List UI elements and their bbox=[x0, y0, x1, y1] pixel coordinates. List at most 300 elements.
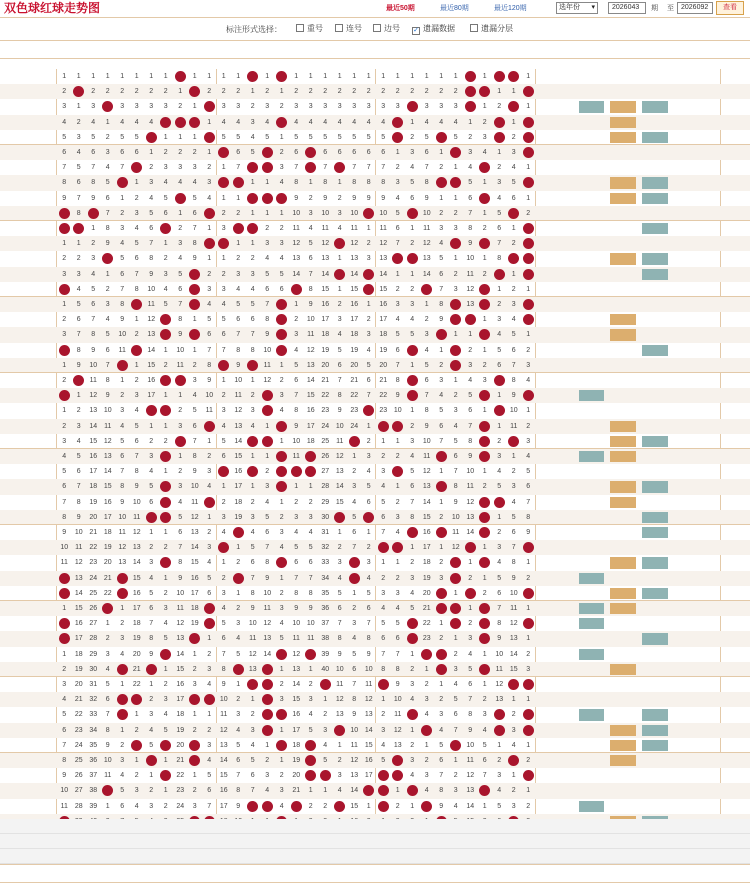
analysis-cell-r bbox=[671, 99, 696, 114]
miss-cell: 6 bbox=[134, 437, 139, 445]
analysis-cell-o bbox=[610, 421, 636, 432]
miss-cell: 14 bbox=[466, 802, 475, 810]
analysis-cell-k bbox=[529, 586, 551, 601]
miss-cell: 1 bbox=[294, 301, 299, 308]
miss-cell: 15 bbox=[89, 437, 98, 445]
miss-cell: 3 bbox=[178, 422, 183, 430]
miss-cell: 1 bbox=[62, 650, 67, 658]
analysis-cell-l bbox=[696, 388, 721, 403]
miss-cell: 1 bbox=[439, 194, 444, 202]
miss-cell: 9 bbox=[62, 194, 67, 202]
red-ball bbox=[334, 238, 345, 249]
week-cell bbox=[36, 221, 56, 236]
red-ball bbox=[131, 299, 142, 310]
analysis-cell-a bbox=[551, 327, 576, 342]
miss-cell: 4 bbox=[192, 179, 197, 187]
analysis-cell-s bbox=[503, 419, 529, 434]
miss-cell: 14 bbox=[234, 437, 243, 445]
analysis-cell-k bbox=[529, 282, 551, 297]
table-row bbox=[0, 464, 750, 479]
miss-cell: 5 bbox=[381, 498, 386, 506]
analysis-cell-a bbox=[551, 601, 576, 616]
miss-cell: 4 bbox=[76, 149, 81, 156]
week-cell bbox=[36, 510, 56, 525]
miss-cell: 1 bbox=[439, 149, 444, 156]
miss-cell: 7 bbox=[62, 741, 67, 749]
miss-cell: 5 bbox=[250, 149, 255, 156]
miss-cell: 1 bbox=[207, 149, 212, 156]
red-ball bbox=[450, 345, 461, 356]
miss-cell: 1 bbox=[511, 453, 516, 460]
miss-cell: 2 bbox=[134, 377, 139, 384]
miss-cell: 1 bbox=[120, 681, 125, 688]
miss-cell: 3 bbox=[163, 103, 168, 111]
analysis-cell-q bbox=[576, 191, 607, 206]
miss-cell: 2 bbox=[308, 802, 313, 810]
query-button[interactable]: 查看 bbox=[716, 1, 744, 15]
red-ball bbox=[262, 725, 273, 736]
miss-cell: 7 bbox=[395, 240, 400, 248]
miss-cell: 3 bbox=[207, 741, 212, 749]
miss-cell: 1 bbox=[410, 726, 415, 734]
miss-cell: 11 bbox=[249, 635, 257, 643]
miss-cell: 7 bbox=[424, 164, 429, 172]
red-ball bbox=[450, 360, 461, 371]
analysis-cell-k bbox=[529, 221, 551, 236]
miss-cell: 1 bbox=[526, 285, 531, 293]
miss-cell: 7 bbox=[120, 285, 125, 293]
miss-cell: 4 bbox=[410, 164, 415, 172]
quick-range-80[interactable]: 最近80期 bbox=[440, 5, 469, 12]
miss-cell: 3 bbox=[482, 377, 487, 384]
miss-cell: 9 bbox=[265, 574, 270, 582]
miss-cell: 3 bbox=[497, 453, 502, 460]
miss-cell: 9 bbox=[105, 741, 110, 749]
miss-cell: 10 bbox=[263, 589, 272, 597]
miss-cell: 2 bbox=[279, 103, 284, 111]
red-ball bbox=[407, 785, 418, 796]
miss-cell: 3 bbox=[279, 240, 284, 248]
red-ball bbox=[262, 162, 273, 173]
miss-cell: 2 bbox=[294, 88, 299, 96]
miss-cell: 6 bbox=[410, 194, 415, 202]
analysis-cell-k bbox=[529, 540, 551, 555]
miss-cell: 5 bbox=[511, 179, 516, 187]
table-row bbox=[0, 571, 750, 586]
miss-cell: 9 bbox=[366, 194, 371, 202]
miss-cell: 5 bbox=[468, 179, 473, 187]
analysis-cell-s bbox=[503, 115, 529, 130]
red-ball bbox=[305, 147, 316, 158]
miss-cell: 10 bbox=[205, 392, 214, 400]
miss-cell: 5 bbox=[250, 301, 255, 308]
filter-option[interactable] bbox=[373, 24, 400, 34]
red-ball bbox=[189, 299, 200, 310]
analysis-cell-r bbox=[671, 753, 696, 768]
red-ball bbox=[160, 481, 171, 492]
filter-option[interactable] bbox=[335, 24, 362, 34]
analysis-cell-q bbox=[576, 312, 607, 327]
miss-cell: 3 bbox=[221, 285, 226, 293]
analysis-cell-a bbox=[551, 236, 576, 251]
quick-range-50[interactable]: 最近50期 bbox=[386, 5, 415, 12]
analysis-cell-a bbox=[551, 84, 576, 99]
analysis-cell-s bbox=[503, 631, 529, 646]
miss-cell: 8 bbox=[468, 711, 473, 719]
miss-cell: 21 bbox=[379, 377, 388, 384]
miss-cell: 11 bbox=[423, 453, 431, 460]
red-ball bbox=[334, 162, 345, 173]
analysis-cell-l bbox=[696, 84, 721, 99]
red-ball bbox=[189, 284, 200, 295]
miss-cell: 5 bbox=[221, 316, 226, 324]
analysis-cell-o bbox=[607, 510, 639, 525]
miss-cell: 8 bbox=[352, 179, 357, 187]
analysis-cell-l bbox=[696, 662, 721, 677]
table-row bbox=[0, 160, 750, 175]
analysis-cell-h bbox=[639, 571, 671, 586]
miss-cell: 20 bbox=[422, 589, 431, 597]
miss-cell: 2 bbox=[366, 240, 371, 248]
miss-cell: 20 bbox=[379, 361, 388, 369]
miss-cell: 10 bbox=[335, 665, 344, 673]
miss-cell: 2 bbox=[439, 559, 444, 567]
table-row bbox=[0, 236, 750, 251]
analysis-cell-r bbox=[671, 115, 696, 130]
analysis-cell-a bbox=[551, 631, 576, 646]
week-cell bbox=[36, 327, 56, 342]
red-ball bbox=[59, 573, 70, 584]
filter-option[interactable] bbox=[470, 24, 513, 34]
miss-cell: 5 bbox=[279, 270, 284, 278]
issue-cell bbox=[0, 236, 34, 251]
analysis-cell-h bbox=[639, 464, 671, 479]
analysis-cell-h bbox=[639, 419, 671, 434]
analysis-cell-s bbox=[503, 99, 529, 114]
miss-cell: 2 bbox=[221, 270, 226, 278]
miss-cell: 1 bbox=[526, 73, 531, 80]
miss-cell: 3 bbox=[511, 149, 516, 156]
miss-cell: 9 bbox=[178, 331, 183, 339]
miss-cell: 3 bbox=[352, 620, 357, 628]
miss-cell: 4 bbox=[178, 498, 183, 506]
analysis-cell-l bbox=[696, 525, 721, 540]
miss-cell: 16 bbox=[321, 301, 330, 308]
analysis-cell-a bbox=[551, 434, 576, 449]
analysis-cell-s bbox=[503, 464, 529, 479]
miss-cell: 4 bbox=[120, 650, 125, 658]
analysis-cell-q bbox=[576, 738, 607, 753]
miss-cell: 4 bbox=[453, 118, 458, 126]
blue-ball-cell bbox=[721, 145, 748, 160]
miss-cell: 4 bbox=[308, 225, 313, 232]
filter-checkbox[interactable] bbox=[335, 24, 343, 32]
miss-cell: 23 bbox=[422, 635, 431, 643]
miss-cell: 6 bbox=[120, 802, 125, 810]
analysis-cell-r bbox=[671, 175, 696, 190]
range-to-input[interactable]: 2026092 bbox=[677, 2, 713, 14]
analysis-cell-l bbox=[696, 206, 721, 221]
miss-cell: 3 bbox=[410, 149, 415, 156]
miss-cell: 11 bbox=[466, 483, 474, 491]
miss-cell: 5 bbox=[120, 787, 125, 795]
miss-cell: 11 bbox=[292, 453, 300, 460]
filter-checkbox[interactable] bbox=[470, 24, 478, 32]
analysis-cell-l bbox=[696, 160, 721, 175]
miss-cell: 7 bbox=[468, 209, 473, 217]
miss-cell: 2 bbox=[308, 88, 313, 96]
miss-cell: 6 bbox=[497, 225, 502, 232]
analysis-cell-q bbox=[576, 768, 607, 783]
miss-cell: 1 bbox=[120, 726, 125, 734]
miss-cell: 22 bbox=[103, 589, 112, 597]
miss-cell: 12 bbox=[393, 726, 402, 734]
red-ball bbox=[218, 147, 229, 158]
miss-cell: 1 bbox=[352, 453, 357, 460]
quick-range-120[interactable]: 最近120期 bbox=[494, 5, 527, 12]
miss-cell: 19 bbox=[89, 498, 98, 506]
miss-cell: 3 bbox=[337, 316, 342, 324]
issue-cell bbox=[0, 692, 34, 707]
range-from-input[interactable]: 2026043 bbox=[608, 2, 646, 14]
miss-cell: 6 bbox=[381, 635, 386, 643]
miss-cell: 4 bbox=[207, 194, 212, 202]
miss-cell: 17 bbox=[176, 696, 185, 704]
red-ball bbox=[59, 208, 70, 219]
miss-cell: 6 bbox=[468, 681, 473, 688]
miss-cell: 24 bbox=[321, 422, 330, 430]
miss-cell: 5 bbox=[323, 757, 328, 764]
filter-checkbox[interactable] bbox=[373, 24, 381, 32]
analysis-cell-o bbox=[610, 193, 636, 204]
miss-cell: 4 bbox=[76, 285, 81, 293]
miss-cell: 4 bbox=[163, 179, 168, 187]
analysis-cell-r bbox=[671, 434, 696, 449]
miss-cell: 21 bbox=[321, 377, 330, 384]
red-ball bbox=[276, 299, 287, 310]
miss-cell: 9 bbox=[149, 270, 154, 278]
analysis-cell-h bbox=[642, 633, 668, 644]
analysis-cell-o bbox=[610, 664, 636, 675]
miss-cell: 10 bbox=[422, 437, 431, 445]
miss-cell: 3 bbox=[323, 726, 328, 734]
red-ball bbox=[262, 709, 273, 720]
miss-cell: 5 bbox=[366, 483, 371, 491]
miss-cell: 2 bbox=[163, 361, 168, 369]
miss-cell: 11 bbox=[89, 377, 97, 384]
week-cell bbox=[36, 495, 56, 510]
miss-cell: 3 bbox=[265, 483, 270, 491]
miss-cell: 1 bbox=[366, 422, 371, 430]
miss-cell: 2 bbox=[105, 635, 110, 643]
miss-cell: 4 bbox=[366, 118, 371, 126]
analysis-cell-l bbox=[696, 753, 721, 768]
filter-checkbox[interactable] bbox=[296, 24, 304, 32]
miss-cell: 12 bbox=[219, 726, 228, 734]
filter-option[interactable] bbox=[296, 24, 323, 34]
issue-cell bbox=[0, 571, 34, 586]
miss-cell: 4 bbox=[366, 468, 371, 476]
miss-cell: 4 bbox=[424, 711, 429, 719]
miss-cell: 4 bbox=[308, 711, 313, 719]
miss-cell: 1 bbox=[236, 73, 241, 80]
miss-cell: 2 bbox=[192, 787, 197, 795]
miss-cell: 1 bbox=[482, 73, 487, 80]
miss-cell: 2 bbox=[482, 589, 487, 597]
red-ball bbox=[479, 633, 490, 644]
miss-cell: 1 bbox=[482, 346, 487, 354]
red-ball bbox=[276, 329, 287, 340]
analysis-cell-s bbox=[503, 297, 529, 312]
miss-cell: 21 bbox=[292, 787, 301, 795]
miss-cell: 5 bbox=[526, 468, 531, 476]
miss-cell: 1 bbox=[410, 73, 415, 80]
analysis-cell-r bbox=[671, 510, 696, 525]
issue-cell bbox=[0, 175, 34, 190]
miss-cell: 6 bbox=[62, 483, 67, 491]
filter-checkbox[interactable]: ✓ bbox=[413, 27, 419, 34]
miss-cell: 3 bbox=[62, 331, 67, 339]
miss-cell: 18 bbox=[422, 559, 431, 567]
miss-cell: 1 bbox=[250, 377, 255, 384]
miss-cell: 1 bbox=[453, 73, 458, 80]
red-ball bbox=[465, 588, 476, 599]
analysis-cell-k bbox=[529, 753, 551, 768]
red-ball bbox=[117, 573, 128, 584]
miss-cell: 2 bbox=[149, 696, 154, 704]
miss-cell: 13 bbox=[350, 772, 359, 780]
miss-cell: 5 bbox=[105, 331, 110, 339]
miss-cell: 1 bbox=[497, 422, 502, 430]
miss-cell: 10 bbox=[379, 209, 388, 217]
analysis-cell-r bbox=[671, 312, 696, 327]
miss-cell: 7 bbox=[207, 346, 212, 354]
blue-ball-cell bbox=[721, 419, 748, 434]
miss-cell: 4 bbox=[424, 787, 429, 795]
analysis-cell-h bbox=[642, 269, 668, 280]
miss-cell: 3 bbox=[366, 331, 371, 339]
issue-cell bbox=[0, 206, 34, 221]
issue-cell bbox=[0, 707, 34, 722]
miss-cell: 6 bbox=[221, 331, 226, 339]
red-ball bbox=[73, 86, 84, 97]
analysis-cell-q bbox=[576, 358, 607, 373]
miss-cell: 3 bbox=[279, 529, 284, 536]
miss-cell: 13 bbox=[176, 635, 185, 643]
miss-cell: 3 bbox=[221, 407, 226, 415]
table-row bbox=[0, 312, 750, 327]
miss-cell: 8 bbox=[105, 377, 110, 384]
analysis-cell-l bbox=[696, 555, 721, 570]
miss-cell: 6 bbox=[120, 149, 125, 156]
miss-cell: 2 bbox=[482, 225, 487, 232]
issue-cell bbox=[0, 753, 34, 768]
issue-cell bbox=[0, 358, 34, 373]
miss-cell: 5 bbox=[308, 240, 313, 248]
miss-cell: 4 bbox=[62, 118, 67, 126]
miss-cell: 2 bbox=[468, 133, 473, 141]
preselect-row bbox=[0, 834, 750, 849]
miss-cell: 2 bbox=[381, 453, 386, 460]
miss-cell: 7 bbox=[221, 650, 226, 658]
blue-ball-cell bbox=[721, 130, 748, 145]
red-ball bbox=[436, 451, 447, 462]
miss-cell: 17 bbox=[74, 635, 83, 643]
miss-cell: 18 bbox=[176, 711, 185, 719]
miss-cell: 1 bbox=[163, 574, 168, 582]
analysis-cell-h bbox=[642, 740, 668, 751]
filter-option[interactable] bbox=[412, 24, 455, 35]
miss-cell: 7 bbox=[395, 361, 400, 369]
issue-cell bbox=[0, 525, 34, 540]
analysis-cell-s bbox=[503, 282, 529, 297]
miss-cell: 8 bbox=[250, 346, 255, 354]
issue-cell bbox=[0, 510, 34, 525]
blue-ball-cell bbox=[721, 601, 748, 616]
miss-cell: 9 bbox=[468, 240, 473, 248]
miss-cell: 7 bbox=[497, 605, 502, 612]
miss-cell: 7 bbox=[482, 772, 487, 780]
analysis-cell-s bbox=[503, 130, 529, 145]
miss-cell: 13 bbox=[306, 361, 315, 369]
miss-cell: 14 bbox=[89, 422, 98, 430]
issue-cell bbox=[0, 723, 34, 738]
miss-cell: 1 bbox=[395, 270, 400, 278]
miss-cell: 9 bbox=[308, 605, 313, 612]
miss-cell: 21 bbox=[89, 529, 98, 536]
miss-cell: 12 bbox=[335, 453, 344, 460]
miss-cell: 8 bbox=[134, 285, 139, 293]
analysis-cell-q bbox=[576, 434, 607, 449]
miss-cell: 1 bbox=[149, 422, 154, 430]
miss-cell: 2 bbox=[120, 88, 125, 96]
analysis-cell-h bbox=[642, 557, 668, 568]
analysis-cell-s bbox=[503, 738, 529, 753]
miss-cell: 3 bbox=[352, 483, 357, 491]
miss-cell: 2 bbox=[250, 498, 255, 506]
analysis-cell-o bbox=[610, 481, 636, 492]
table-row bbox=[0, 358, 750, 373]
miss-cell: 4 bbox=[526, 453, 531, 460]
miss-cell: 1 bbox=[76, 240, 81, 248]
miss-cell: 33 bbox=[89, 711, 98, 719]
analysis-cell-k bbox=[529, 525, 551, 540]
analysis-cell-s bbox=[503, 358, 529, 373]
analysis-cell-l bbox=[696, 403, 721, 418]
miss-cell: 14 bbox=[422, 270, 431, 278]
miss-cell: 4 bbox=[178, 255, 183, 263]
analysis-cell-h bbox=[639, 768, 671, 783]
analysis-cell-s bbox=[503, 479, 529, 494]
analysis-cell-q bbox=[576, 662, 607, 677]
miss-cell: 3 bbox=[279, 787, 284, 795]
miss-cell: 9 bbox=[192, 468, 197, 476]
miss-cell: 5 bbox=[163, 726, 168, 734]
miss-cell: 7 bbox=[294, 392, 299, 400]
analysis-cell-h bbox=[639, 692, 671, 707]
analysis-cell-h bbox=[639, 662, 671, 677]
miss-cell: 3 bbox=[120, 103, 125, 111]
miss-cell: 6 bbox=[337, 361, 342, 369]
miss-cell: 3 bbox=[439, 103, 444, 111]
miss-cell: 10 bbox=[466, 468, 475, 476]
year-select[interactable]: 选年份 ▾ bbox=[556, 2, 598, 14]
miss-cell: 3 bbox=[149, 179, 154, 187]
analysis-cell-r bbox=[671, 616, 696, 631]
red-ball bbox=[276, 314, 287, 325]
blue-ball-cell bbox=[721, 69, 748, 84]
issue-cell bbox=[0, 282, 34, 297]
